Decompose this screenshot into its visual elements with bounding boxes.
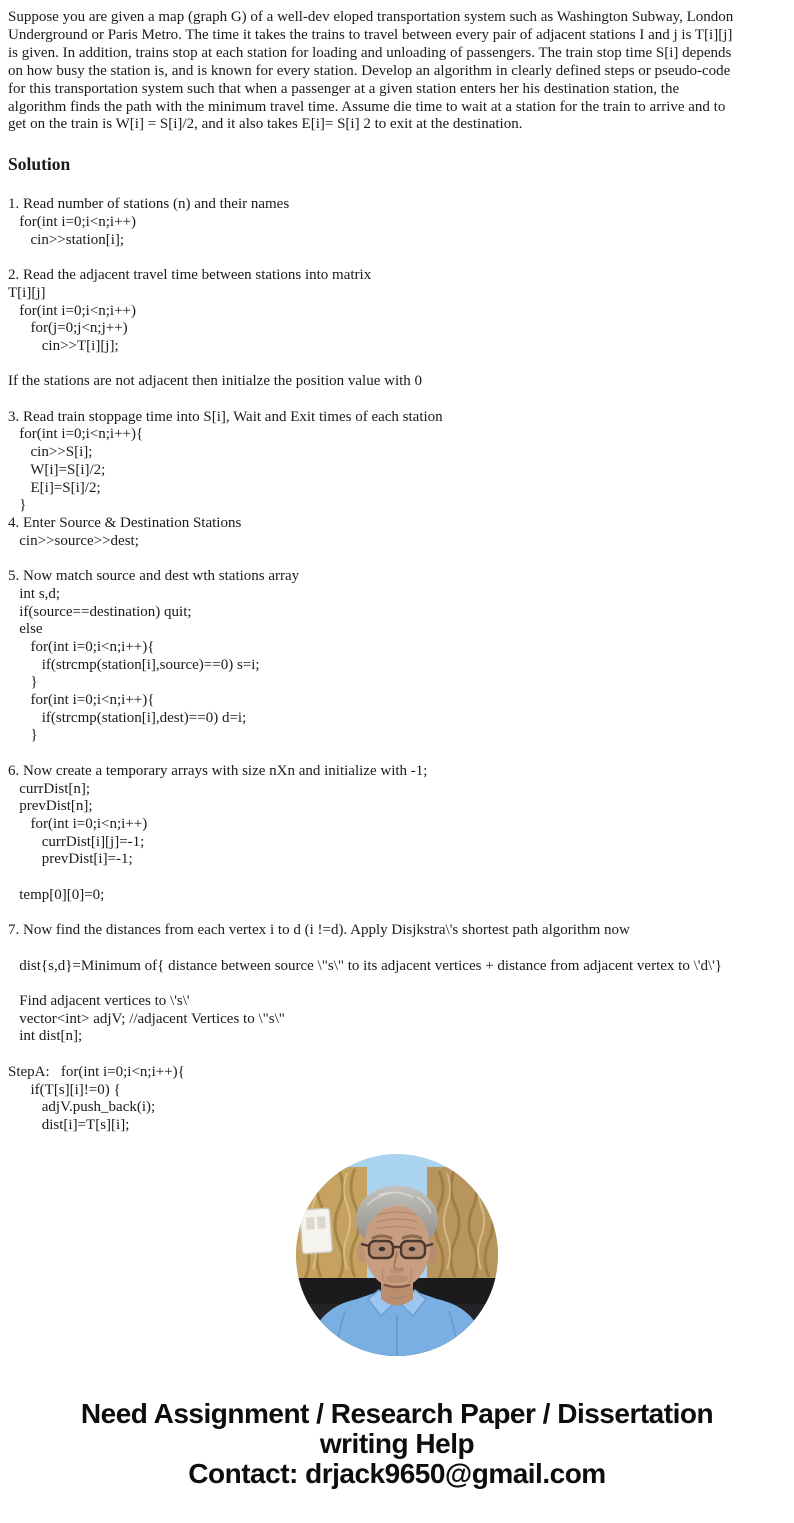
text-line: If the stations are not adjacent then initialze the position value with 0 bbox=[8, 373, 423, 390]
text-line: for(j=0;j<n;j++) bbox=[8, 320, 128, 337]
text-line: } bbox=[8, 497, 27, 514]
text-line: on how busy the station is, and is known for every station. Develop an algorithm in clearly defined steps or pseudo-code bbox=[8, 62, 731, 79]
text-line bbox=[8, 904, 786, 922]
text-line: W[i]=S[i]/2; bbox=[8, 461, 106, 478]
text-line: vector<int> adjV; //adjacent Vertices to \"s\" bbox=[8, 1010, 285, 1027]
text-line bbox=[8, 391, 786, 409]
text-line: adjV.push_back(i); bbox=[8, 1099, 156, 1116]
text-line: prevDist[i]=-1; bbox=[8, 851, 133, 868]
person-photo-illustration bbox=[295, 1153, 499, 1357]
text-line: if(strcmp(station[i],source)==0) s=i; bbox=[8, 656, 260, 673]
text-line bbox=[8, 249, 786, 267]
text-line: cin>>T[i][j]; bbox=[8, 337, 119, 354]
footer-line-2: writing Help bbox=[319, 1427, 475, 1459]
text-line bbox=[8, 1046, 786, 1064]
text-line: Underground or Paris Metro. The time it takes the trains to travel between every pair of adjacent stations I and j is T[i][j] bbox=[8, 26, 733, 43]
text-line: temp[0][0]=0; bbox=[8, 886, 105, 903]
solution-heading: Solution bbox=[8, 154, 71, 175]
text-line: prevDist[n]; bbox=[8, 798, 93, 815]
text-line: is given. In addition, trains stop at each station for loading and unloading of passengers. The train stop time S[i] depends bbox=[8, 44, 732, 61]
text-line: for(int i=0;i<n;i++) bbox=[8, 815, 148, 832]
text-line: T[i][j] bbox=[8, 284, 46, 301]
problem-paragraph bbox=[8, 9, 786, 134]
text-line: dist{s,d}=Minimum of{ distance between source \"s\" to its adjacent vertices + distance from adjacent vertex to \'d\'} bbox=[8, 957, 723, 974]
text-line: for(int i=0;i<n;i++){ bbox=[8, 426, 144, 443]
footer-advert bbox=[8, 1399, 786, 1489]
text-line bbox=[8, 940, 786, 958]
text-line: } bbox=[8, 727, 38, 744]
text-line: for this transportation system such that when a passenger at a given station enters her his destination station, the bbox=[8, 80, 680, 97]
text-line: int s,d; bbox=[8, 585, 61, 602]
text-line: for(int i=0;i<n;i++){ bbox=[8, 638, 155, 655]
text-line bbox=[8, 356, 786, 374]
text-line: currDist[n]; bbox=[8, 780, 91, 797]
solution-body bbox=[8, 196, 786, 1134]
text-line: StepA: for(int i=0;i<n;i++){ bbox=[8, 1063, 185, 1080]
text-line: Find adjacent vertices to \'s\' bbox=[8, 992, 190, 1009]
text-line: E[i]=S[i]/2; bbox=[8, 479, 101, 496]
text-line: for(int i=0;i<n;i++){ bbox=[8, 692, 155, 709]
text-line: if(strcmp(station[i],dest)==0) d=i; bbox=[8, 709, 247, 726]
text-line: 7. Now find the distances from each vertex i to d (i !=d). Apply Disjkstra\'s shortest path algorithm now bbox=[8, 922, 630, 939]
text-line: if(source==destination) quit; bbox=[8, 603, 192, 620]
text-line: for(int i=0;i<n;i++) bbox=[8, 302, 136, 319]
text-line: 2. Read the adjacent travel time between stations into matrix bbox=[8, 267, 372, 284]
text-line: else bbox=[8, 621, 43, 638]
person-photo bbox=[295, 1153, 499, 1357]
text-line: 5. Now match source and dest wth stations array bbox=[8, 568, 300, 585]
text-line: 3. Read train stoppage time into S[i], Wait and Exit times of each station bbox=[8, 408, 443, 425]
text-line: cin>>S[i]; bbox=[8, 444, 93, 461]
text-line bbox=[8, 550, 786, 568]
text-line bbox=[8, 745, 786, 763]
text-line: cin>>station[i]; bbox=[8, 231, 125, 248]
text-line bbox=[8, 869, 786, 887]
text-line: 4. Enter Source & Destination Stations bbox=[8, 515, 242, 531]
footer-line-1: Need Assignment / Research Paper / Dissertation bbox=[80, 1397, 714, 1429]
text-line bbox=[8, 975, 786, 993]
text-line: currDist[i][j]=-1; bbox=[8, 833, 145, 850]
switch-plate bbox=[300, 1208, 333, 1254]
text-line: cin>>source>>dest; bbox=[8, 532, 139, 549]
text-line: if(T[s][i]!=0) { bbox=[8, 1081, 121, 1098]
text-line: int dist[n]; bbox=[8, 1028, 83, 1045]
text-line: Suppose you are given a map (graph G) of a well-dev eloped transportation system such as Washington Subway, London bbox=[8, 9, 734, 25]
text-line: 1. Read number of stations (n) and their names bbox=[8, 196, 290, 213]
text-line: 6. Now create a temporary arrays with size nXn and initialize with -1; bbox=[8, 762, 428, 779]
text-line: for(int i=0;i<n;i++) bbox=[8, 214, 136, 231]
text-line: get on the train is W[i] = S[i]/2, and it also takes E[i]= S[i] 2 to exit at the destination. bbox=[8, 116, 523, 133]
text-line: dist[i]=T[s][i]; bbox=[8, 1116, 130, 1133]
text-line: algorithm finds the path with the minimum travel time. Assume die time to wait at a station for the train to arrive and to bbox=[8, 98, 726, 115]
text-line: } bbox=[8, 674, 38, 691]
footer-contact-email: Contact: drjack9650@gmail.com bbox=[188, 1457, 606, 1489]
